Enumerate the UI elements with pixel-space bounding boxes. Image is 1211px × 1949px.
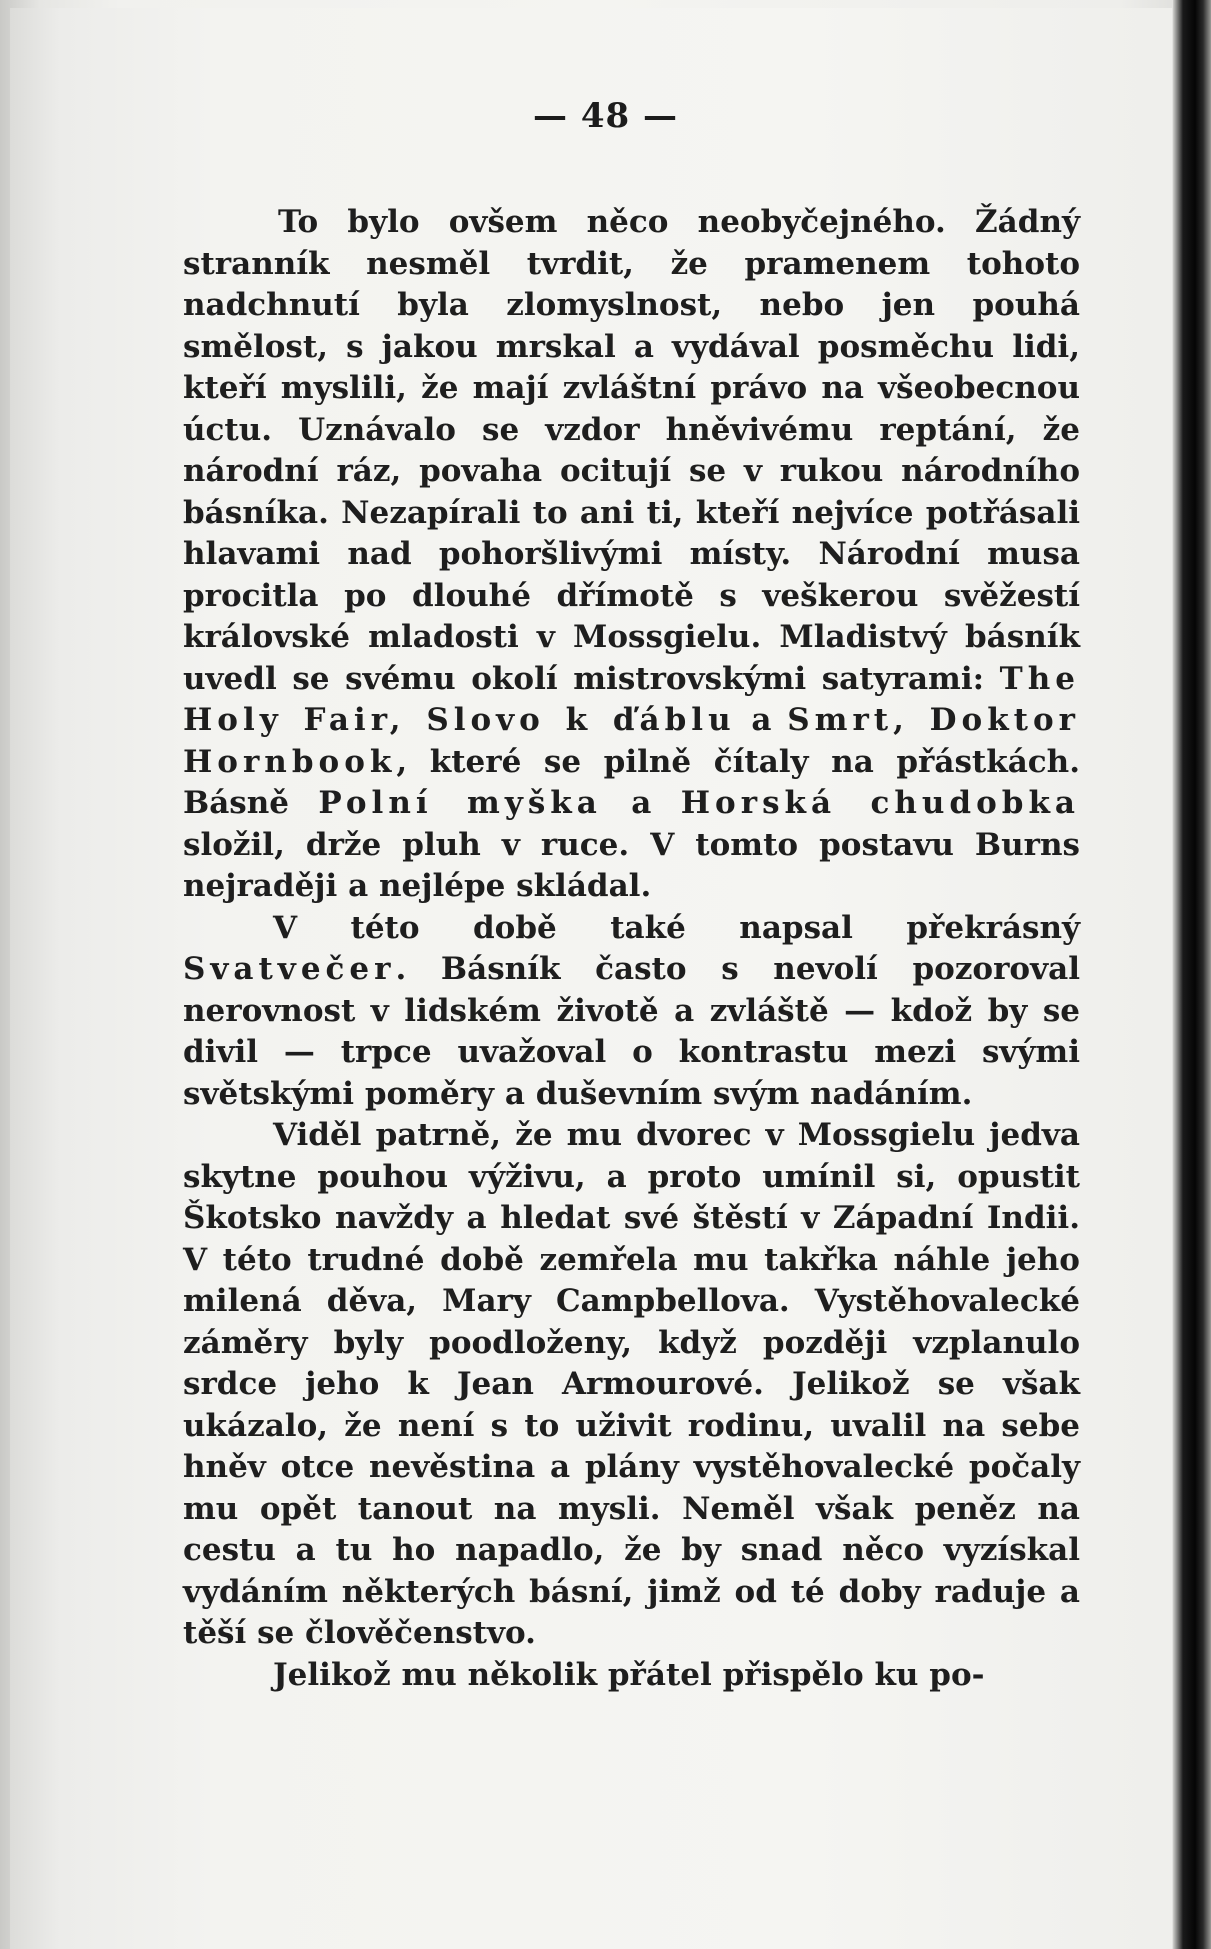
paragraph	[183, 1115, 1080, 1655]
page-number: — 48 —	[533, 96, 678, 136]
poem-title: Svatvečer	[183, 951, 396, 987]
text-segment: Viděl patrně, že mu dvorec v Mossgielu jedva skytne pouhou výživu, a proto umínil si, opustit Škotsko navždy a hledat své štěstí v Západní Indii. V této trudné době zemřela mu takřka náhle jeho milená děva, Mary Campbellova. Vystěhovalecké záměry byly poodloženy, když později vzplanulo srdce jeho k Jean Armourové. Jelikož se však ukázalo, že není s to uživit rodinu, uvalil na sebe hněv otce nevěstina a plány vystěhovalecké počaly mu opět tanout na mysli. Neměl však peněz na cestu a tu ho napadlo, že by snad něco vyzískal vydáním některých básní, jimž od té doby raduje a těší se člověčenstvo.	[183, 1117, 1080, 1651]
paragraph	[183, 202, 1080, 908]
paragraph	[183, 908, 1080, 1116]
poem-title: Polní myška	[318, 785, 602, 821]
text-segment: a	[601, 785, 681, 821]
text-segment: a	[735, 702, 788, 738]
text-segment: složil, drže pluh v ruce. V tomto postavu Burns nejraději a nejlépe skládal.	[183, 826, 1080, 904]
paragraph	[183, 1655, 1080, 1697]
text-segment: To bylo ovšem něco neobyčejného. Žádný stranník nesměl tvrdit, že pramenem tohoto nadchnutí byla zlomyslnost, nebo jen pouhá smělost, s jakou mrskal a vydával posměchu lidi, kteří myslili, že mají zvláštní právo na všeobecnou úctu. Uznávalo se vzdor hněvivému reptání, že národní ráz, povaha ocitují se v rukou národního básníka. Nezapírali to ani ti, kteří nejvíce potřásali hlavami nad pohoršlivými místy. Národní musa procitla po dlouhé dřímotě s veškerou svěžestí královské mladosti v Mossgielu. Mladistvý básník uvedl se svému okolí mistrovskými satyrami:	[183, 204, 1080, 697]
text-segment: , které se pilně čítaly na přástkách. Básně	[183, 743, 1080, 821]
poem-title: Smrt, Doktor Hornbook	[183, 702, 1081, 780]
poem-title: Horská chudobka	[680, 785, 1081, 821]
text-segment: . Básník často s nevolí pozoroval nerovnost v lidském životě a zvláště — kdož by se divil — trpce uvažoval o kontrastu mezi svými světskými poměry a duševním svým nadáním.	[183, 951, 1080, 1112]
text-segment: Jelikož mu několik přátel přispělo ku po-	[273, 1656, 985, 1693]
body-text	[183, 202, 1080, 1696]
poem-title: The Holy Fair, Slovo k ďáblu	[183, 660, 1080, 738]
text-segment: V této době také napsal překrásný	[273, 909, 1080, 946]
book-binding-edge	[1173, 0, 1211, 1949]
